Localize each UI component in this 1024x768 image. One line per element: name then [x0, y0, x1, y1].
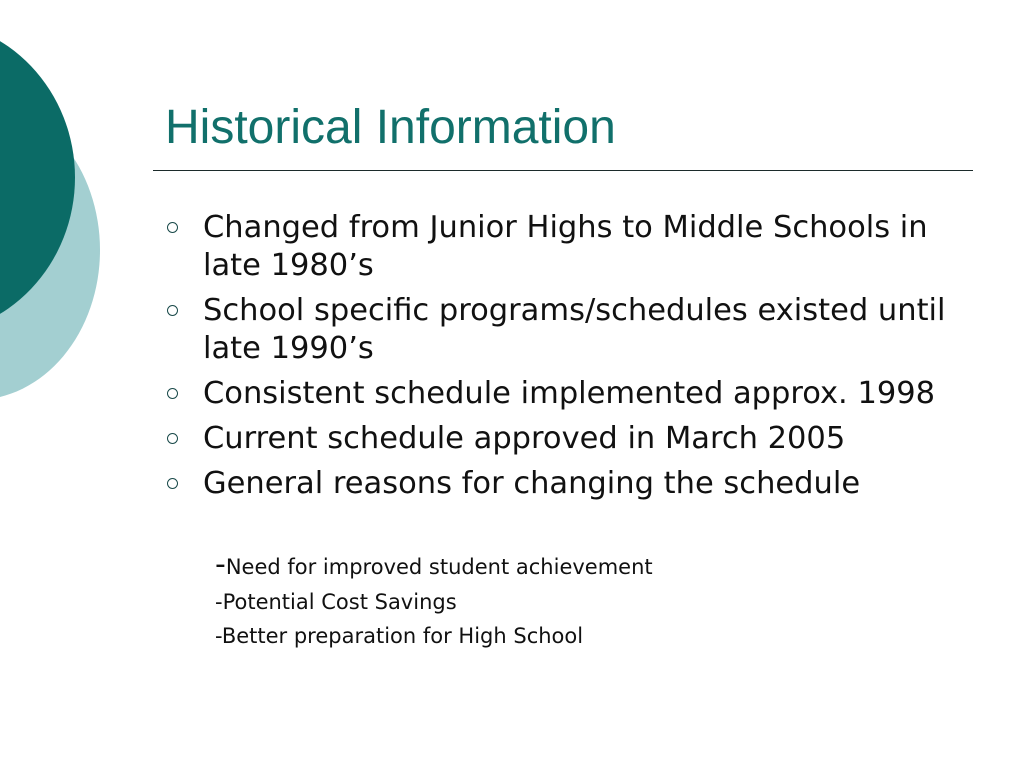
hollow-circle-icon — [167, 433, 178, 444]
bullet-text: Current schedule approved in March 2005 — [203, 421, 846, 456]
sub-item — [215, 585, 653, 620]
bullet-item — [163, 420, 993, 458]
sub-item-list — [215, 548, 653, 654]
hollow-circle-icon — [167, 305, 178, 316]
hollow-circle-icon — [167, 478, 178, 489]
bullet-item — [163, 209, 993, 285]
bullet-item — [163, 465, 993, 503]
bullet-list — [163, 209, 993, 510]
sub-item — [215, 548, 653, 585]
title-divider — [153, 170, 973, 171]
bullet-text: Changed from Junior Highs to Middle Schools in late 1980’s — [203, 210, 928, 283]
bullet-item — [163, 375, 993, 413]
sub-item — [215, 619, 653, 654]
hollow-circle-icon — [167, 388, 178, 399]
sub-item-text: -Potential Cost Savings — [215, 589, 457, 614]
sub-item-dash: - — [215, 547, 226, 582]
sub-item-text: Need for improved student achievement — [225, 555, 653, 579]
hollow-circle-icon — [167, 222, 178, 233]
slide-title: Historical Information — [165, 101, 616, 154]
bullet-text: General reasons for changing the schedule — [203, 466, 861, 501]
sub-item-text: -Better preparation for High School — [215, 624, 584, 648]
bullet-text: School specific programs/schedules existed until late 1990’s — [203, 293, 946, 366]
bullet-item — [163, 292, 993, 368]
bullet-text: Consistent schedule implemented approx. 1998 — [203, 376, 936, 411]
